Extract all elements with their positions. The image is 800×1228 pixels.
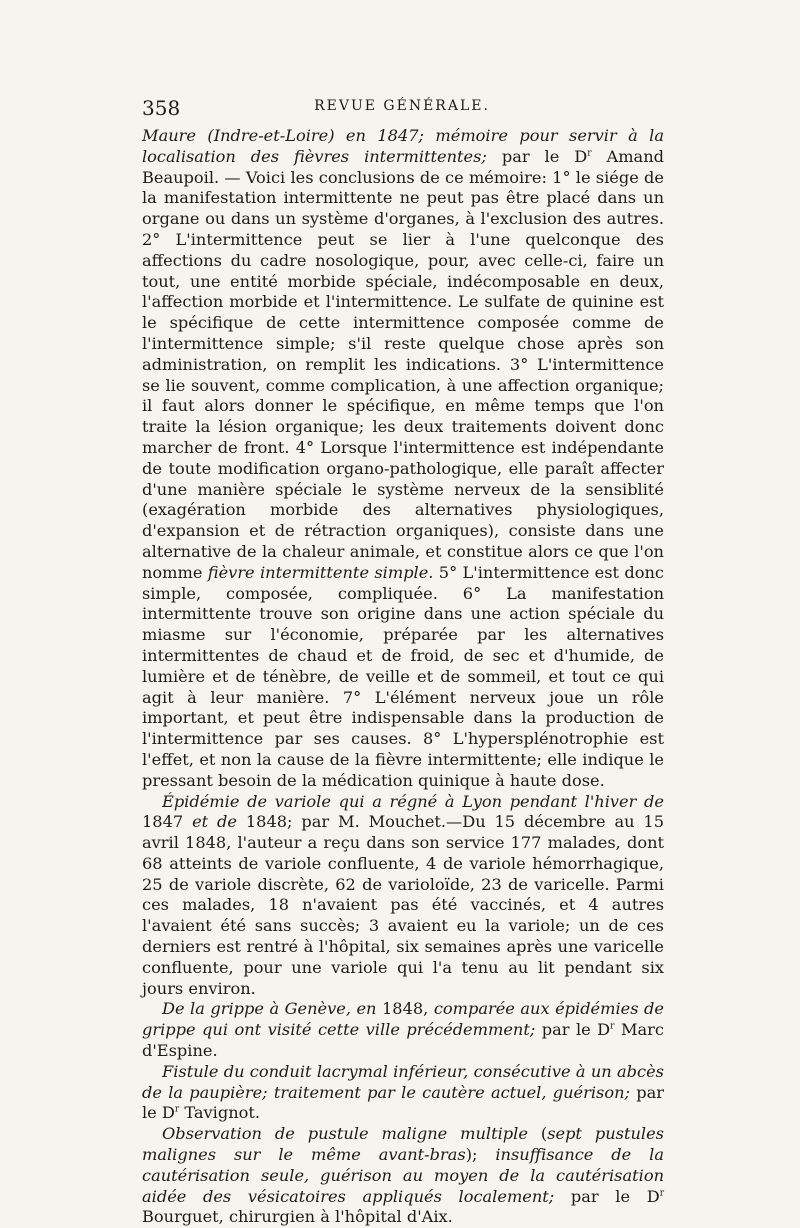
italic-text: sept pustules malignes sur le même avant-bras [142, 1124, 664, 1165]
body-text [142, 126, 664, 1228]
italic-text: Observation de pustule maligne multiple [162, 1124, 528, 1144]
superscript-text: r [659, 1188, 664, 1199]
text-run: ( [527, 1124, 548, 1144]
text-run: par le D [554, 1186, 660, 1206]
text-run: 1847 [142, 812, 193, 832]
text-run: ); [465, 1145, 496, 1165]
entry-paragraph [142, 1124, 664, 1228]
italic-text: et de [192, 812, 237, 832]
italic-text: Fistule du conduit lacrymal inférieur, consécutive à un abcès de la paupière; traitement par le cautère actuel, guérison; [142, 1061, 664, 1102]
text-run: 1848, [376, 999, 434, 1019]
entry-paragraph [142, 792, 664, 1000]
italic-text: insuffisance de la cautérisation seule, guérison au moyen de la cautérisation aidée des vésicatoires appliqués localement; [142, 1145, 664, 1206]
text-run: par le D [535, 1020, 611, 1040]
text-run: par le D [142, 1082, 664, 1123]
italic-text: De la grippe à Genève, en [162, 999, 377, 1019]
italic-text: fièvre intermittente simple. [207, 562, 434, 582]
italic-text: comparée aux épidémies de grippe qui ont visité cette ville précédemment; [142, 999, 664, 1040]
text-run: Marc d'Espine. [142, 1020, 664, 1061]
italic-text: Épidémie de variole qui a régné à Lyon pendant l'hiver de [162, 791, 664, 811]
text-run: Tavignot. [179, 1103, 261, 1123]
superscript-text: r [587, 148, 592, 159]
entry-paragraph [142, 1062, 664, 1124]
page-number: 358 [142, 96, 181, 120]
superscript-text: r [174, 1105, 180, 1116]
running-title: REVUE GÉNÉRALE. [314, 98, 490, 114]
text-run: 5° L'intermittence est donc simple, composée, compliquée. 6° La manifestation intermittente trouve son origine dans une action spéciale du miasme sur l'économie, préparée par les alternatives intermittentes de chaud et de froid, de sec et d'humide, de lumière et de ténèbre, de veille et de sommeil, et tout ce qui agit à leur manière. 7° L'élément nerveux joue un rôle important, et peut être indispensable dans la production de l'intermittence par ses causes. 8° L'hypersplénotrophie est l'effet, et non la cause de la fièvre intermittente; elle indique le pressant besoin de la médication quinique à haute dose. [142, 562, 664, 790]
text-run: Amand Beaupoil. — Voici les conclusions de ce mémoire: 1° le siége de la manifestation intermittente ne peut pas être placé dans un organe ou dans un système d'organes, à l'exclusion des autres. 2° L'intermittence peut se lier à l'une quelconque des affections du cadre nosologique, pour, avec celle-ci, faire un tout, une entité morbide spéciale, indécomposable en deux, l'affection morbide et l'intermittence. Le sulfate de quinine est le spécifique de cette intermittence composée comme de l'intermittence simple; s'il reste quelque chose après son administration, on remplit les indications. 3° L'intermittence se lie souvent, comme complication, à une affection organique; il faut alors donner le spécifique, en même temps que l'on traite la lésion organique; les deux traitements doivent donc marcher de front. 4° Lorsque l'intermittence est indépendante de toute modification organo-pathologique, elle paraît affecter d'une manière spéciale le système nerveux de la sensiblité (exagération morbide des alternatives physiologiques, d'expansion et de rétraction organiques), consiste dans une alternative de la chaleur animale, et constitue alors ce que l'on nomme [142, 146, 664, 582]
page-header [142, 96, 662, 126]
text-run: 1848; par M. Mouchet.—Du 15 décembre au 15 avril 1848, l'auteur a reçu dans son service 177 malades, dont 68 atteints de variole confluente, 4 de variole hémorrhagique, 25 de variole discrète, 62 de varioloïde, 23 de varicelle. Parmi ces malades, 18 n'avaient pas été vaccinés, et 4 autres l'avaient été sans succès; 3 avaient eu la variole; un de ces derniers est rentré à l'hôpital, six semaines après une varicelle confluente, pour une variole qui l'a tenu au lit pendant six jours environ. [142, 812, 665, 998]
text-run: par le D [486, 146, 588, 166]
entry-paragraph [142, 126, 664, 792]
entry-paragraph [142, 999, 664, 1061]
text-run: Bourguet, chirurgien à l'hôpital d'Aix. [142, 1207, 453, 1227]
italic-text: Maure (Indre-et-Loire) en 1847; mémoire pour servir à la localisation des fièvres intermittentes; [142, 126, 664, 166]
superscript-text: r [610, 1021, 615, 1032]
